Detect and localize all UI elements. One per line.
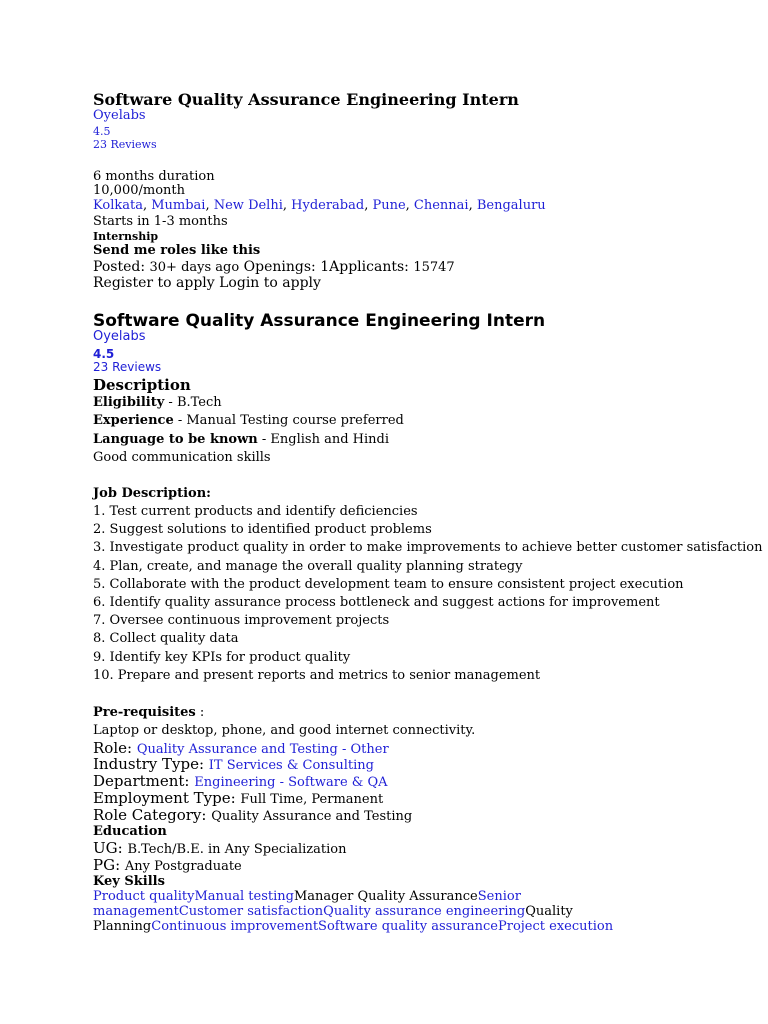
experience-label: Experience — [93, 413, 174, 428]
skill-tag[interactable]: Manual testing — [194, 889, 294, 904]
job-title: Software Quality Assurance Engineering Intern — [93, 90, 519, 109]
posted-label: Posted: — [93, 259, 146, 275]
list-item: 10. Prepare and present reports and metrics to senior management — [93, 667, 541, 683]
register-to-apply-button[interactable]: Register to apply — [93, 275, 215, 291]
login-to-apply-button[interactable]: Login to apply — [219, 275, 321, 291]
experience-value: - Manual Testing course preferred — [173, 413, 404, 428]
skill-tag[interactable]: Quality assurance engineering — [323, 904, 526, 919]
description-heading: Description — [93, 376, 191, 394]
role-label: Role: — [93, 739, 137, 757]
list-item: 1. Test current products and identify deficiencies — [93, 504, 418, 519]
detail-rating[interactable]: 4.5 — [93, 347, 115, 361]
eligibility-label: Eligibility — [93, 395, 165, 410]
list-item: 6. Identify quality assurance process bottleneck and suggest actions for improvement — [93, 595, 660, 610]
list-item: 4. Plan, create, and manage the overall quality planning strategy — [93, 558, 523, 574]
skill-tag: Manager Quality Assurance — [293, 889, 478, 904]
skill-tag[interactable]: Customer satisfaction — [178, 904, 324, 919]
communication: Good communication skills — [93, 450, 271, 465]
prereq-label: Pre-requisites — [93, 705, 196, 720]
location-separator: , — [364, 198, 373, 213]
skill-tag[interactable]: Product quality — [93, 889, 195, 904]
applicants-label: Applicants: — [329, 259, 409, 275]
department-row — [93, 772, 388, 790]
list-item: 3. Investigate product quality in order to make improvements to achieve better customer satisfaction — [93, 540, 763, 556]
send-roles-link[interactable]: Send me roles like this — [93, 243, 261, 258]
location-link[interactable]: Chennai — [413, 198, 469, 213]
duration: 6 months duration — [93, 169, 215, 184]
detail-company-link[interactable]: Oyelabs — [93, 329, 146, 344]
applicants-value: 15747 — [413, 260, 455, 275]
ug-label: UG: — [93, 839, 128, 857]
language-label: Language to be known — [93, 432, 258, 447]
reviews-link[interactable]: 23 Reviews — [93, 138, 157, 151]
key-skills-list — [93, 889, 653, 934]
list-item: 8. Collect quality data — [93, 631, 239, 647]
posted-value: 30+ days ago — [149, 260, 240, 275]
experience — [93, 413, 404, 428]
location-separator: , — [282, 198, 292, 213]
department-label: Department: — [93, 772, 195, 790]
skill-tag[interactable]: Continuous improvement — [151, 919, 319, 934]
location-link[interactable]: Bengaluru — [476, 198, 546, 213]
apply-actions — [93, 275, 321, 291]
ug-value: B.Tech/B.E. in Any Specialization — [127, 842, 347, 857]
location-separator: , — [405, 198, 414, 213]
list-item: 9. Identify key KPIs for product quality — [93, 649, 351, 665]
role-category-row — [93, 806, 412, 824]
role-category-label: Role Category: — [93, 806, 212, 824]
detail-reviews-link[interactable]: 23 Reviews — [93, 360, 162, 374]
language-value: - English and Hindi — [257, 432, 389, 447]
posting-stats — [93, 259, 455, 275]
stipend: 10,000/month — [93, 183, 185, 198]
list-item: 2. Suggest solutions to identified product problems — [93, 522, 432, 538]
eligibility-value: - B.Tech — [164, 395, 222, 410]
location-link[interactable]: Mumbai — [151, 198, 206, 213]
list-item: 5. Collaborate with the product development team to ensure consistent project execution — [93, 576, 684, 592]
location-separator: , — [142, 198, 152, 213]
employment-value: Full Time, Permanent — [240, 792, 384, 807]
role-link[interactable]: Quality Assurance and Testing - Other — [136, 742, 389, 757]
employment-label: Employment Type: — [93, 789, 241, 807]
start-date: Starts in 1-3 months — [93, 214, 228, 229]
list-item: 7. Oversee continuous improvement projects — [93, 613, 390, 629]
location-link[interactable]: Hyderabad — [291, 198, 365, 213]
pg-value: Any Postgraduate — [124, 859, 242, 874]
location-separator: , — [205, 198, 214, 213]
role-category-value: Quality Assurance and Testing — [211, 809, 413, 824]
detail-title: Software Quality Assurance Engineering Intern — [93, 311, 546, 331]
openings-label: Openings: — [243, 259, 316, 275]
job-description-heading: Job Description: — [93, 486, 211, 501]
industry-link[interactable]: IT Services & Consulting — [208, 758, 374, 773]
prereq-sep: : — [195, 705, 205, 720]
location-separator: , — [468, 198, 477, 213]
skill-tag[interactable]: Project execution — [497, 919, 614, 934]
industry-row — [93, 755, 374, 773]
company-link[interactable]: Oyelabs — [93, 108, 146, 123]
ug-row — [93, 839, 346, 857]
location-link[interactable]: New Delhi — [213, 198, 283, 213]
eligibility — [93, 395, 222, 410]
department-link[interactable]: Engineering - Software & QA — [194, 775, 388, 790]
skill-tag[interactable]: Senior management — [93, 889, 521, 919]
skill-tag[interactable]: Software quality assurance — [318, 919, 498, 934]
employment-row — [93, 789, 383, 807]
location-link[interactable]: Pune — [372, 198, 406, 213]
industry-label: Industry Type: — [93, 755, 209, 773]
company-rating[interactable]: 4.5 — [93, 125, 111, 138]
pg-row — [93, 856, 242, 874]
skill-tag: Quality Planning — [93, 904, 573, 934]
key-skills-heading: Key Skills — [93, 874, 165, 889]
education-heading: Education — [93, 824, 167, 839]
pg-label: PG: — [93, 856, 125, 874]
locations — [93, 198, 546, 213]
prerequisites-value: Laptop or desktop, phone, and good internet connectivity. — [93, 723, 476, 738]
location-link[interactable]: Kolkata — [93, 198, 143, 213]
language — [93, 432, 389, 447]
prerequisites — [93, 705, 204, 720]
openings-value: 1 — [320, 259, 330, 275]
job-type: Internship — [93, 230, 159, 243]
